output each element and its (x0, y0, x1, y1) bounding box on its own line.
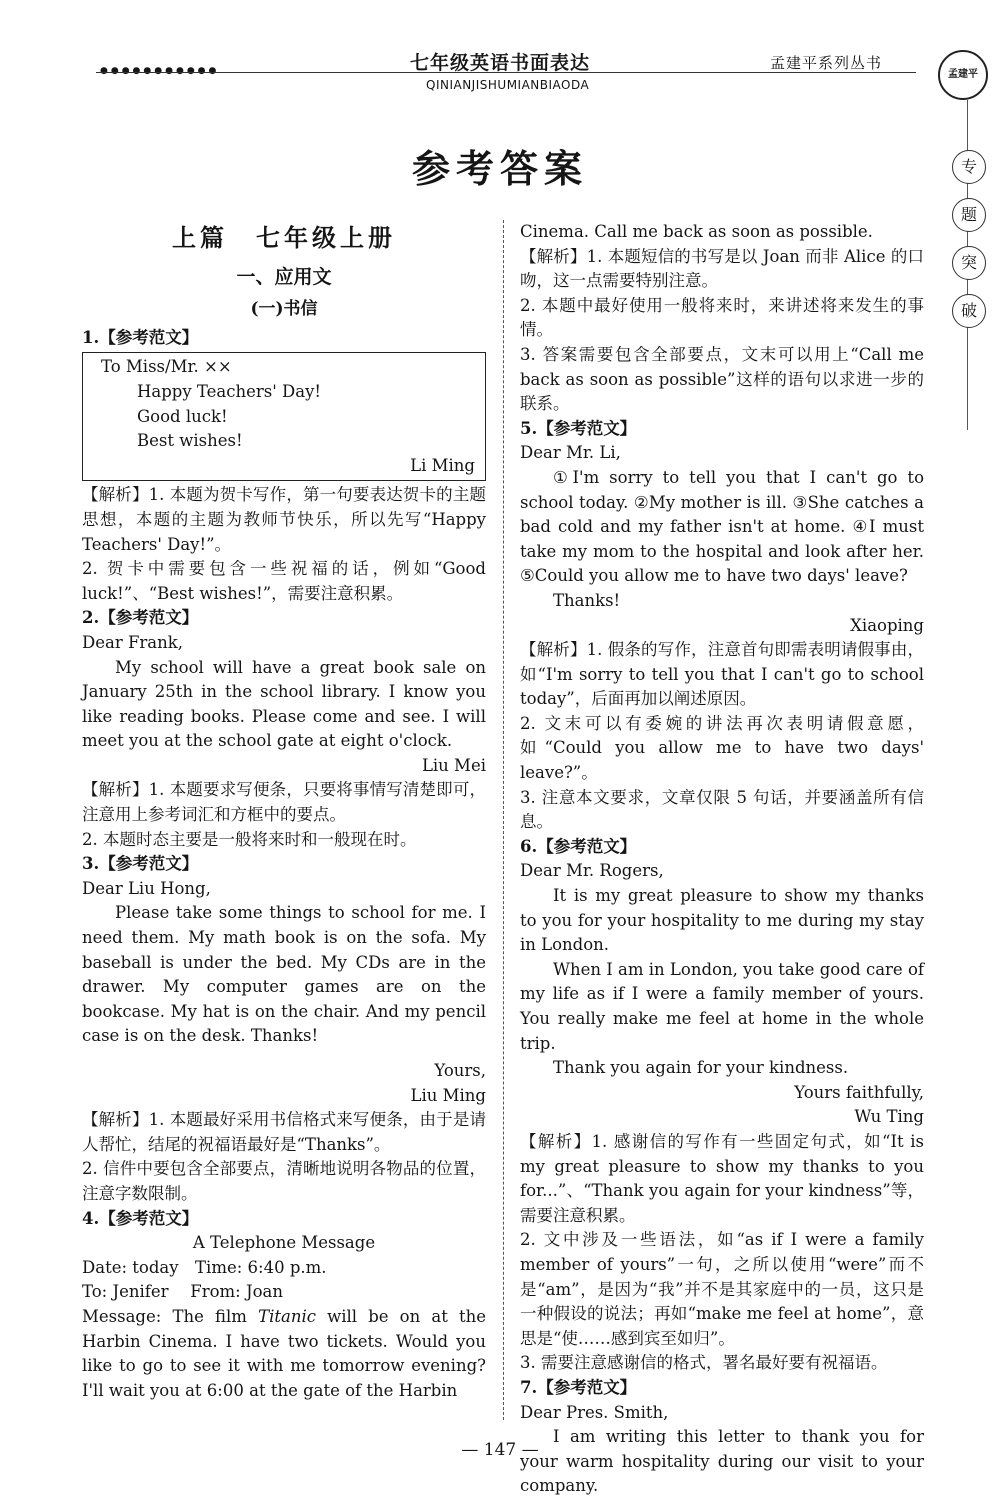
q4-analysis-3: 3. 答案需要包含全部要点，文末可以用上“Call me back as soon as possible”这样的语句以求进一步的联系。 (520, 344, 924, 414)
q6-closing: Yours faithfully, (794, 1082, 924, 1102)
card-line: Best wishes! (137, 431, 243, 451)
side-badge: 破 (952, 294, 986, 328)
card-line: Good luck! (137, 406, 228, 426)
q4-message-rest: will be on at the Harbin Cinema. I have two tickets. Would you like to go to see it with me tomorrow evening? I'll wait you at 6:00 at the gate of the Harbin (82, 1306, 486, 1400)
book-pinyin: QINIANJISHUMIANBIAODA (426, 78, 590, 92)
q2-analysis-2: 2. 本题时态主要是一般将来时和一般现在时。 (82, 829, 417, 849)
series-logo: 孟建平 (938, 50, 988, 100)
side-badge: 题 (952, 198, 986, 232)
q7-greeting: Dear Pres. Smith, (520, 1402, 669, 1422)
q7-label: 7.【参考范文】 (520, 1377, 637, 1397)
q2-analysis: 【解析】1. 本题要求写便条，只要将事情写清楚即可，注意用上参考词汇和方框中的要点。 (82, 780, 486, 825)
left-column (82, 220, 486, 1403)
q7-body: I am writing this letter to thank you for your warm hospitality during our visit to your company. (520, 1427, 924, 1496)
q5-body: ①I'm sorry to tell you that I can't go to school today. ②My mother is ill. ③She catches a bad cold and my father isn't at home. ④I must take my mom to the hospital and look after her. ⑤Could you allow me to have two days' leave? (520, 467, 924, 586)
side-badge: 突 (952, 246, 986, 280)
card-signature: Li Ming (410, 455, 475, 475)
q6-analysis-2: 2. 文中涉及一些语法，如“as if I were a family member of yours”一句，之所以使用“were”而不是“am”，是因为“我”并不是其家庭中的一员，这只是一种假设的说法；再如“make me feel at home”，意思是“使……感到宾至如归”。 (520, 1230, 924, 1348)
subsection-title: (一)书信 (250, 299, 318, 320)
q6-label: 6.【参考范文】 (520, 836, 637, 856)
q4-message-cont: Cinema. Call me back as soon as possible. (520, 222, 873, 241)
part-title: 上篇 七年级上册 (172, 223, 396, 252)
page-header (0, 0, 1000, 110)
q1-analysis: 【解析】1. 本题为贺卡写作，第一句要表达贺卡的主题思想，本题的主题为教师节快乐，所以先写“Happy Teachers' Day!”。 (82, 485, 486, 554)
q5-analysis: 【解析】1. 假条的写作，注意首句即需表明请假事由，如“I'm sorry to tell you that I can't go to school today”，后面再加以阐述原因。 (520, 640, 924, 709)
q1-analysis-2: 2. 贺卡中需要包含一些祝福的话，例如“Good luck!”、“Best wishes!”，需要注意积累。 (82, 559, 486, 603)
q5-signature: Xiaoping (850, 615, 924, 635)
header-dots: ●●●●●●●●●●● (100, 66, 220, 76)
page-number: — 147 — (461, 1440, 539, 1460)
q5-analysis-3: 3. 注意本文要求，文章仅限 5 句话，并要涵盖所有信息。 (520, 787, 924, 832)
q2-greeting: Dear Frank, (82, 632, 184, 652)
column-divider (503, 220, 504, 1420)
q3-greeting: Dear Liu Hong, (82, 878, 211, 898)
q1-label: 1.【参考范文】 (82, 327, 199, 347)
q6-signature: Wu Ting (854, 1107, 924, 1127)
q4-film-title: Titanic (258, 1306, 316, 1326)
card-line: To Miss/Mr. ×× (101, 357, 232, 377)
q4-label: 4.【参考范文】 (82, 1208, 199, 1228)
q2-label: 2.【参考范文】 (82, 608, 199, 628)
q5-label: 5.【参考范文】 (520, 418, 637, 438)
q6-paragraph-3: Thank you again for your kindness. (553, 1058, 849, 1078)
q3-body: Please take some things to school for me. I need them. My math book is on the sofa. My baseball is under the bed. My CDs are in the drawer. My computer games are on the bookcase. My hat is on the chair. And my pencil case is on the desk. Thanks! (82, 903, 486, 1046)
q3-analysis: 【解析】1. 本题最好采用书信格式来写便条，由于是请人帮忙，结尾的祝福语最好是“Thanks”。 (82, 1110, 486, 1154)
card-line: Happy Teachers' Day! (137, 381, 322, 401)
q3-analysis-2: 2. 信件中要包含全部要点，清晰地说明各物品的位置，注意字数限制。 (82, 1159, 486, 1203)
q2-body: My school will have a great book sale on January 25th in the school library. I know you like reading books. Please come and see. I will meet you at the school gate at eight o'clock. (82, 657, 486, 751)
q4-message-prefix: Message: The film (82, 1306, 259, 1326)
q6-analysis-3: 3. 需要注意感谢信的格式，署名最好要有祝福语。 (520, 1353, 888, 1373)
q4-line2: To: Jenifer From: Joan (82, 1282, 283, 1302)
q4-line1: Date: today Time: 6:40 p.m. (82, 1257, 327, 1277)
q5-thanks: Thanks! (553, 590, 621, 610)
q4-analysis-2: 2. 本题中最好使用一般将来时，来讲述将来发生的事情。 (520, 295, 924, 340)
q6-paragraph-1: It is my great pleasure to show my thanks to you for your hospitality to me during my stay in London. (520, 886, 924, 955)
q4-message (82, 1305, 486, 1403)
q4-analysis: 【解析】1. 本题短信的书写是以 Joan 而非 Alice 的口吻，这一点需要特别注意。 (520, 246, 924, 291)
q3-closing: Yours, (434, 1061, 486, 1080)
q3-signature: Liu Ming (410, 1085, 486, 1105)
q6-analysis: 【解析】1. 感谢信的写作有一些固定句式，如“It is my great pleasure to show my thanks to you for...”、“Thank you again for your kindness”等，需要注意积累。 (520, 1131, 924, 1225)
side-badge: 专 (952, 150, 986, 184)
right-column (520, 220, 924, 1499)
section-title: 一、应用文 (236, 265, 332, 288)
q6-greeting: Dear Mr. Rogers, (520, 861, 664, 881)
q5-greeting: Dear Mr. Li, (520, 443, 621, 463)
q4-title: A Telephone Message (192, 1233, 376, 1253)
page-title: 参考答案 (411, 146, 588, 191)
q5-analysis-2: 2. 文末可以有委婉的讲法再次表明请假意愿，如“Could you allow me to have two days' leave?”。 (520, 713, 924, 783)
q6-paragraph-2: When I am in London, you take good care of my life as if I were a family member of yours. You really make me feel at home in the whole trip. (520, 959, 924, 1053)
q3-label: 3.【参考范文】 (82, 854, 199, 874)
greeting-card-box (82, 352, 486, 481)
q2-signature: Liu Mei (421, 755, 486, 775)
series-name: 孟建平系列丛书 (770, 54, 883, 72)
book-title: 七年级英语书面表达 (410, 52, 591, 74)
